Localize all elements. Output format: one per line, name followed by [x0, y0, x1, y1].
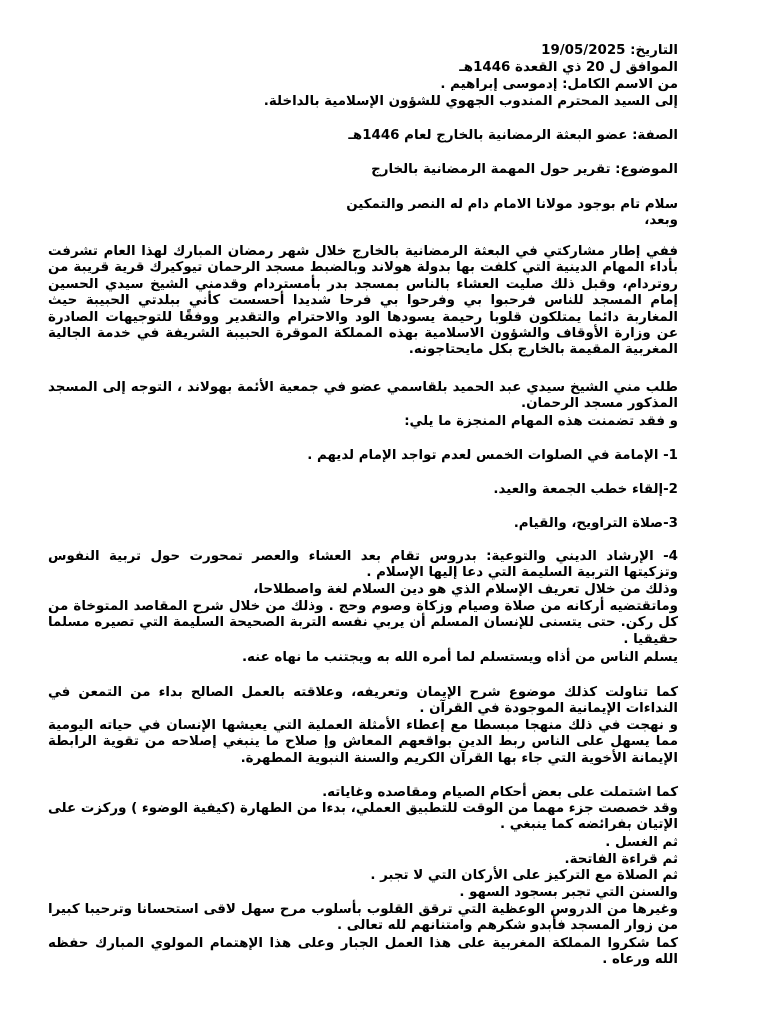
- body-paragraph-9: وغيرها من الدروس الوعظية التي ترقق القلوب بأسلوب مرح سهل لاقى استحسانا وترحيبا كبيرا من زوار المسجد فأبدو شكرهم وامتنانهم لله تعالى .: [48, 902, 678, 934]
- body-paragraph-5: ثم الغسل .: [605, 835, 678, 850]
- task-item-1: 1- الإمامة في الصلوات الخمس لعدم تواجد الإمام لديهم .: [307, 448, 678, 463]
- task-item-2: 2-إلقاء خطب الجمعة والعيد.: [493, 482, 678, 497]
- capacity-line: الصفة: عضو البعثة الرمضانية بالخارج لعام 1446هـ: [348, 128, 678, 143]
- body-paragraph-1: كما تناولت كذلك موضوع شرح الإيمان وتعريفه، وعلاقته بالعمل الصالح بداء من التمعن في النداءات الإيمانية الموجودة في القرآن .: [48, 685, 678, 717]
- greeting-wabaad: وبعد،: [644, 213, 678, 228]
- body-paragraph-7: ثم الصلاة مع التركيز على الأركان التي لا تجبر .: [370, 868, 678, 883]
- greeting-line: سلام تام بوجود مولانا الامام دام له النصر والتمكين: [346, 197, 678, 212]
- recipient-line: إلى السيد المحترم المندوب الجهوي للشؤون الإسلامية بالداخلة.: [263, 94, 678, 109]
- task-item-3: 3-صلاة التراويح، والقيام.: [513, 516, 678, 531]
- subject-line: الموضوع: تقرير حول المهمة الرمضانية بالخارج: [371, 162, 678, 177]
- body-paragraph-3: كما اشتملت على بعض أحكام الصيام ومقاصده وغاياته.: [322, 785, 678, 800]
- body-paragraph-4: وقد خصصت جزء مهما من الوقت للتطبيق العملي، بدءا من الطهارة (كيفية الوضوء ) وركزت على الإتيان بفرائضه كما ينبغي .: [48, 801, 678, 833]
- task4-detail-2: وماتقتضيه أركانه من صلاة وصيام وزكاة وصوم وحج . وذلك من خلال شرح المقاصد المتوخاة من كل ركن. حتى يتسنى للإنسان المسلم أن يربي نفسه التربة الصحيحة السليمة التي تصيره مسلما حقيقيا .: [48, 599, 678, 647]
- date-line: التاريخ: 19/05/2025: [541, 43, 678, 58]
- task4-detail-1: وذلك من خلال تعريف الإسلام الذي هو دين السلام لغة واصطلاحا،: [253, 582, 678, 597]
- intro-paragraph: ففي إطار مشاركتي في البعثة الرمضانية بالخارج خلال شهر رمضان المبارك لهذا العام تشرفت بأداء المهام الدينية التي كلفت بها بدولة هولاند وبالضبط مسجد الرحمان تيوكيرك قرية قريبة من روتردام، وقبل ذلك صليت العشاء بالناس بمسجد بدر بأمستردام وقدمني الشيخ سيدي الحسين إمام المسجد للناس فرحبوا بي وفرحوا بي فرحا شديدا أحسست كأني ببلدتي الحبيبة حيث المغاربة دائما يمتلكون قلوبا رحيمة يسودها الود والاحترام والتقدير ووفقًا للتوجيهات الصادرة عن وزارة الأوقاف والشؤون الاسلامية بهذه المملكة الموقرة الحبيبة الشريفة في خدمة الجالية المغربية المقيمة بالخارج بكل مايحتاجونه.: [48, 244, 678, 358]
- body-paragraph-6: ثم قراءة الفاتحة.: [564, 852, 678, 867]
- body-paragraph-2: و نهجت في ذلك منهجا مبسطا مع إعطاء الأمثلة العملية التي يعيشها الإنسان في حياته اليومية مما يسهل على الناس ربط الدين بواقعهم المعاش وإ صلاح ما ينبغي إصلاحه من تقوية الرابطة الإيمانة الأخوية التي جاء بها القرآن الكريم والسنة النبوية المطهرة.: [48, 718, 678, 766]
- intro-request-paragraph: طلب مني الشيخ سيدي عبد الحميد بلقاسمي عضو في جمعية الأئمة بهولاند ، التوجه إلى المسجد المذكور مسجد الرحمان.: [48, 380, 678, 412]
- hijri-date-line: الموافق ل 20 ذي القعدة 1446هـ: [459, 60, 678, 75]
- task-item-4: 4- الإرشاد الديني والتوعية: بدروس تقام بعد العشاء والعصر تمحورت حول تربية النفوس وتزكيتها التربية السليمة التي دعا إليها الإسلام .: [48, 549, 678, 581]
- body-paragraph-8: والسنن التي تجبر بسجود السهو .: [459, 885, 678, 900]
- tasks-intro-line: و فقد تضمنت هذه المهام المنجزة ما يلي:: [404, 414, 678, 429]
- body-paragraph-10: كما شكروا المملكة المغربية على هذا العمل الجبار وعلى هذا الإهتمام المولوي المبارك حفظه الله ورعاه .: [48, 936, 678, 968]
- task4-detail-3: يسلم الناس من أذاه ويستسلم لما أمره الله به ويجتنب ما نهاه عنه.: [241, 650, 678, 665]
- sender-line: من الاسم الكامل: إدموسى إبراهيم .: [440, 77, 678, 92]
